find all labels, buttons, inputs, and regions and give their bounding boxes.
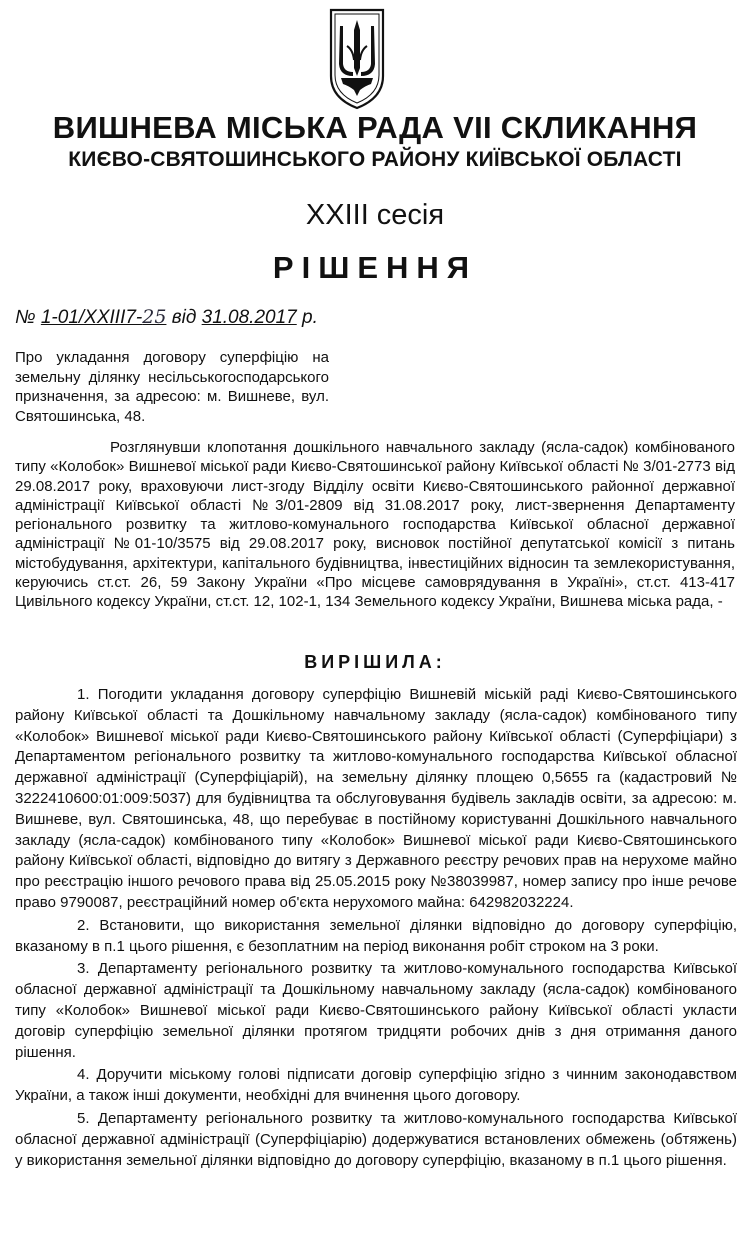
council-name: ВИШНЕВА МІСЬКА РАДА VII СКЛИКАННЯ: [52, 110, 698, 145]
resolution-items: [15, 685, 737, 1173]
resolution-item-4: 4. Доручити міському голові підписати договір суперфіцію згідно з чинним законодавством України, а також інші документи, необхідні для вчинення цього договору.: [15, 1066, 737, 1105]
district-name: КИЄВО-СВЯТОШИНСЬКОГО РАЙОНУ КИЇВСЬКОЇ ОБЛАСТІ: [68, 148, 682, 171]
decision-number: [41, 307, 167, 328]
preamble-paragraph: Розглянувши клопотання дошкільного навчального закладу (ясла-садок) комбінованого типу «Колобок» Вишневої міської ради Києво-Святошинської району Київської області № 3/01-2773 від 29.08.2017 року, враховуючи лист-згоду Відділу освіти Києво-Святошинського районної державної адміністрації Київської області №3/01-2809 від 31.08.2017 року, лист-звернення Департаменту регіонального розвитку та житлово-комунального господарства Київської обласної державної адміністрації №01-10/3575 від 29.08.2017 року, висновок постійної депутатської комісії з питань містобудування, архітектури, капітального будівництва, інвестиційних відносин та землекористування, керуючись ст.ст. 26, 59 Закону України «Про місцеве самоврядування в Україні», ст.ст. 413-417 Цивільного кодексу України, ст.ст. 12, 102-1, 134 Земельного кодексу України, Вишнева міська рада, -: [15, 439, 735, 611]
session-title: XXIII сесія: [305, 199, 445, 231]
resolved-heading: ВИРІШИЛА:: [304, 652, 446, 672]
decision-number-line: [15, 303, 318, 332]
decision-date: 31.08.2017: [201, 307, 297, 328]
resolution-item-3: 3. Департаменту регіонального розвитку та житлово-комунального господарства Київської обласної державної адміністрації та Дошкільному навчальному закладу (ясла-садок) комбінованого типу «Колобок» Вишневої міської ради Києво-Святошинського району Київської області укласти договір суперфіцію земельної ділянки протягом тридцяти робочих днів з дня отримання даного рішення.: [15, 960, 737, 1061]
resolution-item-5: 5. Департаменту регіонального розвитку та житлово-комунального господарства Київської обласної державної адміністрації (Суперфіціарію) додержуватися встановлених обмежень (обтяжень) у використання земельної ділянки відповідно до договору суперфіцію, вказаному в п.1 цього рішення.: [15, 1109, 737, 1169]
number-sign: №: [15, 307, 36, 328]
decision-number-value: 1-01/XXIII7-: [40, 307, 143, 328]
from-word: від: [171, 307, 197, 328]
trident-coat-of-arms-icon: [327, 6, 387, 112]
resolution-item-2: 2. Встановити, що використання земельної ділянки відповідно до договору суперфіцію, вказаному в п.1 цього рішення, є безоплатним на період виконання робіт строком на 3 роки.: [15, 916, 737, 955]
handwritten-number: 25: [142, 306, 167, 328]
year-suffix: р.: [302, 307, 318, 328]
decision-title: РІШЕННЯ: [272, 250, 478, 285]
decision-subject: Про укладання договору суперфіцію на земельну ділянку несільськогосподарського призначення, за адресою: м. Вишневе, вул. Святошинська, 48.: [15, 349, 329, 425]
resolution-item-1: 1. Погодити укладання договору суперфіцію Вишневій міській раді Києво-Святошинського району Київської області та Дошкільному навчальному закладу (ясла-садок) комбінованого типу «Колобок» Вишневої міської ради Києво-Святошинського району Київської області (Суперфіціари) з Департаментом регіонального розвитку та житлово-комунального господарства Київської обласної державної адміністрації (Суперфіціарій), на земельну ділянку площею 0,5655 га (кадастровий № 3222410600:01:009:5037) для будівництва та обслуговування будівель закладів освіти, за адресою: м. Вишневе, вул. Святошинська, 48, що перебуває в постійному користуванні Дошкільного навчального закладу (ясла-садок) комбінованого типу «Колобок» Вишневої міської ради Києво-Святошинського району Київської області, відповідно до витягу з Державного реєстру речових прав на нерухоме майно про реєстрацію іншого речового права від 25.05.2015 року №38039987, номер запису про інше речове право 9790087, реєстраційний номер об'єкта нерухомого майна: 642982032224.: [15, 686, 737, 911]
